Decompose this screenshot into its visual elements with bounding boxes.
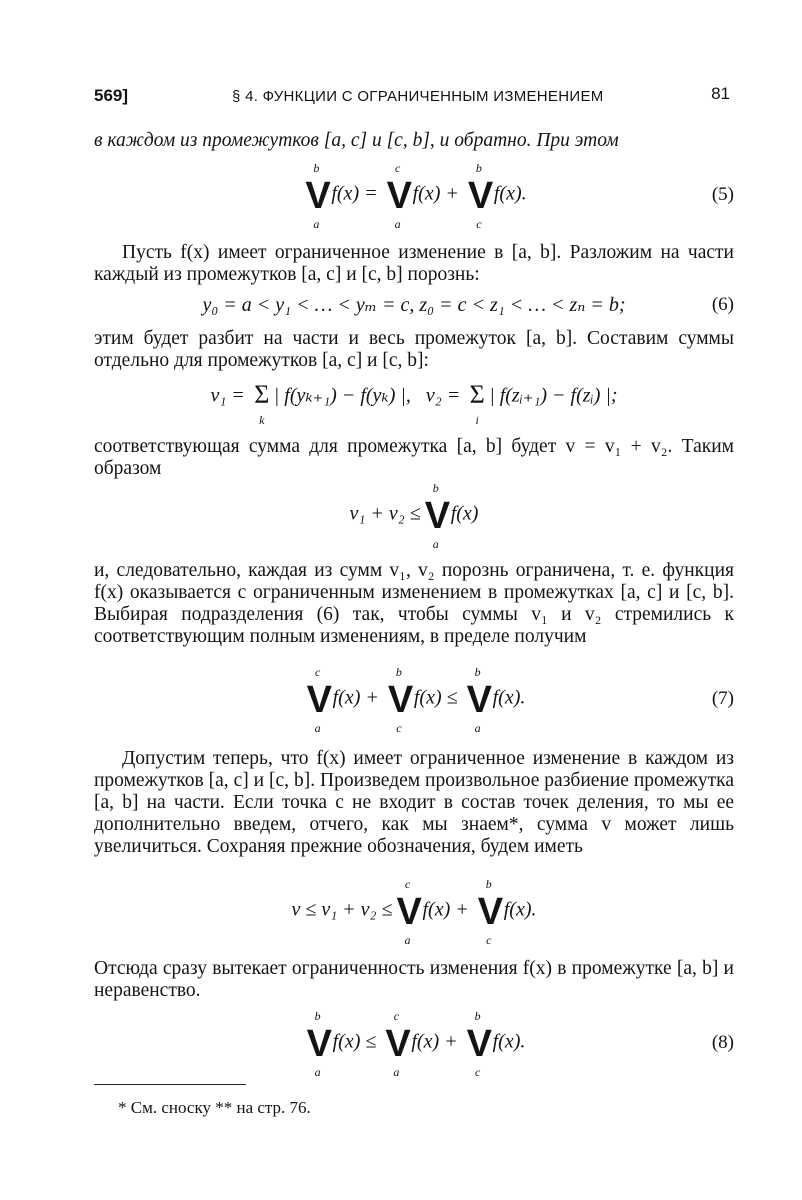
section-number: 569] [94,86,129,105]
variation-operator: b V c [466,1009,492,1079]
formula-5: b V a f(x) = c V a f(x) + b V c f(x). (5) [305,161,734,231]
section-title: § 4. ФУНКЦИИ С ОГРАНИЧЕННЫМ ИЗМЕНЕНИЕМ [232,88,604,105]
variation-operator: b V a [306,1009,332,1079]
footnote-divider [94,1084,246,1085]
page-number: 81 [711,84,730,103]
formula-sums: v₁ = Σ k | f(yₖ₊₁) − f(yₖ) |, v₂ = Σ i | f(zᵢ₊₁) − f(zᵢ) |; [210,380,618,427]
equation-number: (7) [711,688,734,709]
variation-operator: b V c [477,877,504,947]
sum-operator: Σ k [254,380,270,427]
variation-operator: c V a [386,161,412,231]
formula-inequality-b: v ≤ v₁ + v₂ ≤ c V a f(x) + b V c f(x). [291,877,537,947]
formula-6: y₀ = a < y₁ < … < yₘ = c, z₀ = c < z₁ < … < zₙ = b; (6) [202,294,734,316]
paragraph-5: Допустим теперь, что f(x) имеет ограниченное изменение в каждом из промежутков [a, c] и [c, b]. Произведем произвольное разбиение промежутка [a, b] на части. Если точка c не входит в состав точек деления, то мы ее дополнительно введем, отчего, как мы знаем*, сумма v может лишь увеличиться. Сохраняя прежние обозначения, будем иметь [94,748,734,857]
running-header [94,84,730,108]
variation-operator: b V c [387,665,414,735]
variation-operator: c V a [306,665,332,735]
formula-7: c V a f(x) + b V c f(x) ≤ b V a f(x). (7) [306,665,734,735]
variation-operator: c V a [396,877,422,947]
variation-operator: b V a [466,665,492,735]
variation-operator: b V c [467,161,494,231]
formula-8: b V a f(x) ≤ c V a f(x) + b V c f(x). (8) [306,1009,734,1079]
equation-number: (5) [711,184,734,205]
paragraph-3: соответствующая сумма для промежутка [a, b] будет v = v₁ + v₂. Таким образом [94,436,734,479]
equation-number: (6) [711,294,734,315]
paragraph-2: этим будет разбит на части и весь промежуток [a, b]. Составим суммы отдельно для промежутков [a, c] и [c, b]: [94,328,734,371]
formula-inequality-a: v₁ + v₂ ≤ b V a f(x) [349,481,479,551]
paragraph-6: Отсюда сразу вытекает ограниченность изменения f(x) в промежутке [a, b] и неравенство. [94,958,734,1001]
equation-number: (8) [711,1032,734,1053]
paragraph-1: Пусть f(x) имеет ограниченное изменение в [a, b]. Разложим на части каждый из промежутков [a, c] и [c, b] порознь: [94,242,734,285]
footnote: * См. сноску ** на стр. 76. [118,1098,311,1117]
paragraph-0: в каждом из промежутков [a, c] и [c, b], и обратно. При этом [94,130,619,151]
variation-operator: c V a [385,1009,411,1079]
variation-operator: b V a [424,481,451,551]
sum-operator: Σ i [469,380,485,427]
variation-operator: b V a [305,161,331,231]
paragraph-4: и, следовательно, каждая из сумм v₁, v₂ порознь ограничена, т. е. функция f(x) оказывается с ограниченным изменением в промежутках [a, c] и [c, b]. Выбирая подразделения (6) так, чтобы суммы v₁ и v₂ стремились к соответствующим полным изменениям, в пределе получим [94,560,734,647]
